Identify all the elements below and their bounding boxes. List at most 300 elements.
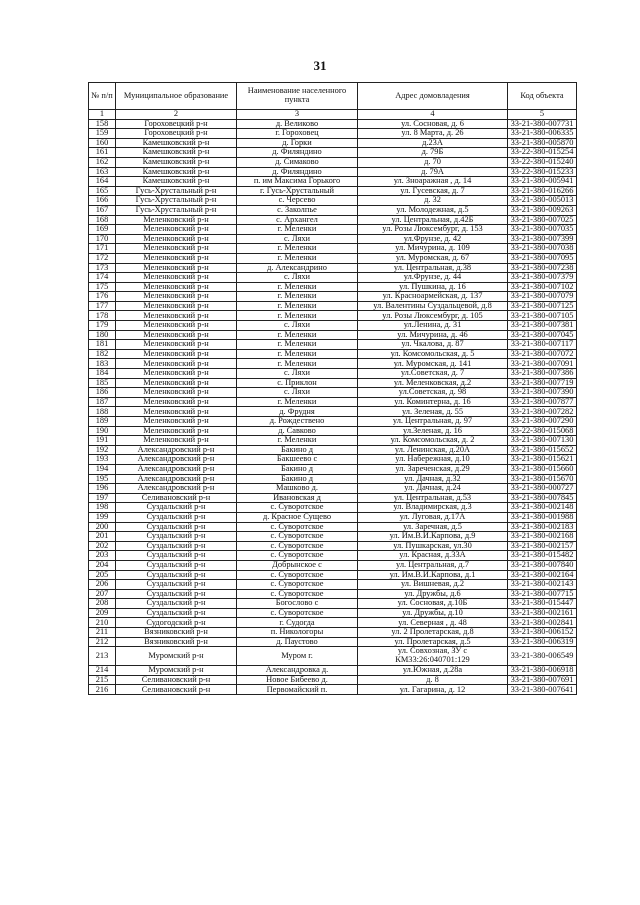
settlement-cell: с. Суворотское [237, 503, 358, 513]
table-row [89, 685, 577, 695]
settlement-cell: с. Ляхи [237, 234, 358, 244]
row-number: 171 [89, 244, 116, 254]
table-row [89, 455, 577, 465]
address-cell: ул.Советская, д. 98 [358, 388, 508, 398]
settlement-cell: д. Фрудня [237, 407, 358, 417]
settlement-cell: с. Архангел [237, 215, 358, 225]
settlement-cell: с. Ляхи [237, 321, 358, 331]
municipality-cell: Меленковский р-н [116, 407, 237, 417]
row-number: 183 [89, 359, 116, 369]
settlement-cell: г. Меленки [237, 359, 358, 369]
row-number: 177 [89, 301, 116, 311]
settlement-cell: Муром г. [237, 647, 358, 666]
header-object-code: Код объекта [508, 83, 577, 110]
municipality-cell: Селивановский р-н [116, 675, 237, 685]
municipality-cell: Судогодский р-н [116, 618, 237, 628]
settlement-cell: д. Великово [237, 119, 358, 129]
municipality-cell: Суздальский р-н [116, 541, 237, 551]
address-cell: ул. Набережная, д.10 [358, 455, 508, 465]
address-cell: ул. Дружбы, д.10 [358, 608, 508, 618]
object-code-cell: 33-21-380-007290 [508, 417, 577, 427]
table-row [89, 330, 577, 340]
address-cell: ул. Коминтерна, д. 16 [358, 397, 508, 407]
table-row [89, 436, 577, 446]
settlement-cell: д. Горки [237, 138, 358, 148]
object-code-cell: 33-21-380-015447 [508, 599, 577, 609]
settlement-cell: с. Суворотское [237, 570, 358, 580]
address-cell: ул. Совхозная, ЗУ с КМ33:26:040701:129 [358, 647, 508, 666]
table-row [89, 369, 577, 379]
row-number: 179 [89, 321, 116, 331]
address-cell: ул. Молодежная, д.5 [358, 205, 508, 215]
municipality-cell: Меленковский р-н [116, 397, 237, 407]
municipality-cell: Вязниковский р-н [116, 637, 237, 647]
object-code-cell: 33-21-380-007386 [508, 369, 577, 379]
row-number: 199 [89, 512, 116, 522]
settlement-cell: г. Меленки [237, 301, 358, 311]
settlement-cell: Бакино д [237, 464, 358, 474]
municipality-cell: Суздальский р-н [116, 551, 237, 561]
table-row [89, 148, 577, 158]
table-row [89, 157, 577, 167]
municipality-cell: Меленковский р-н [116, 321, 237, 331]
row-number: 170 [89, 234, 116, 244]
object-code-cell: 33-21-380-005870 [508, 138, 577, 148]
table-row [89, 637, 577, 647]
object-code-cell: 33-21-380-007381 [508, 321, 577, 331]
row-number: 209 [89, 608, 116, 618]
address-cell: ул. 2 Пролетарская, д.8 [358, 628, 508, 638]
table-row [89, 119, 577, 129]
row-number: 203 [89, 551, 116, 561]
row-number: 165 [89, 186, 116, 196]
municipality-cell: Меленковский р-н [116, 436, 237, 446]
table-row [89, 618, 577, 628]
row-number: 187 [89, 397, 116, 407]
municipality-cell: Меленковский р-н [116, 369, 237, 379]
table-row [89, 407, 577, 417]
header-settlement: Наименование населенного пункта [237, 83, 358, 110]
row-number: 190 [89, 426, 116, 436]
settlement-cell: д. Рождествено [237, 417, 358, 427]
table-row [89, 503, 577, 513]
row-number: 174 [89, 273, 116, 283]
object-code-cell: 33-21-380-007877 [508, 397, 577, 407]
table-row [89, 311, 577, 321]
table-row [89, 282, 577, 292]
table-row [89, 484, 577, 494]
row-number: 193 [89, 455, 116, 465]
table-row [89, 570, 577, 580]
object-code-cell: 33-21-380-007079 [508, 292, 577, 302]
row-number: 191 [89, 436, 116, 446]
object-code-cell: 33-21-380-006918 [508, 666, 577, 676]
row-number: 178 [89, 311, 116, 321]
address-cell: ул. Центральная, д. 97 [358, 417, 508, 427]
row-number: 172 [89, 253, 116, 263]
settlement-cell: Александровка д. [237, 666, 358, 676]
settlement-cell: д. Симаково [237, 157, 358, 167]
municipality-cell: Меленковский р-н [116, 292, 237, 302]
address-cell: ул.Фрунзе, д. 42 [358, 234, 508, 244]
row-number: 201 [89, 532, 116, 542]
settlement-cell: г. Меленки [237, 282, 358, 292]
object-code-cell: 33-21-380-007845 [508, 493, 577, 503]
municipality-cell: Меленковский р-н [116, 273, 237, 283]
municipality-cell: Меленковский р-н [116, 388, 237, 398]
object-code-cell: 33-22-380-015240 [508, 157, 577, 167]
table-row [89, 215, 577, 225]
address-cell: ул. Заречная, д.5 [358, 522, 508, 532]
object-code-cell: 33-21-380-007095 [508, 253, 577, 263]
row-number: 194 [89, 464, 116, 474]
row-number: 207 [89, 589, 116, 599]
municipality-cell: Меленковский р-н [116, 359, 237, 369]
address-cell: д. 79А [358, 167, 508, 177]
row-number: 195 [89, 474, 116, 484]
municipality-cell: Муромский р-н [116, 647, 237, 666]
settlement-cell: г. Гороховец [237, 129, 358, 139]
address-cell: ул. Сосновая, д.10Б [358, 599, 508, 609]
object-code-cell: 33-21-380-007025 [508, 215, 577, 225]
address-cell: ул. Гагарина, д. 12 [358, 685, 508, 695]
address-cell: ул. Центральная, д.53 [358, 493, 508, 503]
municipality-cell: Меленковский р-н [116, 426, 237, 436]
municipality-cell: Суздальский р-н [116, 512, 237, 522]
object-code-cell: 33-21-380-000727 [508, 484, 577, 494]
municipality-cell: Камешковский р-н [116, 157, 237, 167]
row-number: 200 [89, 522, 116, 532]
table-row [89, 445, 577, 455]
table-row [89, 321, 577, 331]
table-row [89, 244, 577, 254]
table-row [89, 532, 577, 542]
address-cell: ул.Южная, д.28а [358, 666, 508, 676]
municipality-cell: Меленковский р-н [116, 253, 237, 263]
address-cell: ул.Фрунзе, д. 44 [358, 273, 508, 283]
object-code-cell: 33-21-380-007731 [508, 119, 577, 129]
object-code-cell: 33-21-380-007117 [508, 340, 577, 350]
address-cell: ул. Комсомольская, д. 2 [358, 436, 508, 446]
settlement-cell: с. Суворотское [237, 532, 358, 542]
object-code-cell: 33-21-380-007641 [508, 685, 577, 695]
object-code-cell: 33-21-380-001988 [508, 512, 577, 522]
settlement-cell: Добрынское с [237, 560, 358, 570]
table-row [89, 426, 577, 436]
address-cell: ул. Луговая, д.17А [358, 512, 508, 522]
table-row [89, 205, 577, 215]
table-row [89, 388, 577, 398]
settlement-cell: д. Филяндино [237, 167, 358, 177]
table-row [89, 234, 577, 244]
object-code-cell: 33-21-380-002164 [508, 570, 577, 580]
row-number: 188 [89, 407, 116, 417]
object-code-cell: 33-21-380-007282 [508, 407, 577, 417]
table-row [89, 608, 577, 618]
address-cell: ул. Сосновая, д. 6 [358, 119, 508, 129]
municipality-cell: Александровский р-н [116, 474, 237, 484]
object-code-cell: 33-21-380-016266 [508, 186, 577, 196]
settlement-cell: Богослово с [237, 599, 358, 609]
municipality-cell: Александровский р-н [116, 464, 237, 474]
object-code-cell: 33-21-380-007840 [508, 560, 577, 570]
settlement-cell: г. Судогда [237, 618, 358, 628]
address-cell: д.23А [358, 138, 508, 148]
table-row [89, 647, 577, 666]
row-number: 205 [89, 570, 116, 580]
table-row [89, 263, 577, 273]
table-row [89, 580, 577, 590]
table-row [89, 138, 577, 148]
table-row [89, 167, 577, 177]
object-code-cell: 33-21-380-009263 [508, 205, 577, 215]
settlement-cell: с. Суворотское [237, 589, 358, 599]
settlement-cell: с. Суворотское [237, 551, 358, 561]
object-code-cell: 33-21-380-007045 [508, 330, 577, 340]
municipality-cell: Меленковский р-н [116, 244, 237, 254]
address-cell: ул. Зноаражная , д. 14 [358, 177, 508, 187]
municipality-cell: Меленковский р-н [116, 417, 237, 427]
municipality-cell: Камешковский р-н [116, 148, 237, 158]
settlement-cell: Бакино д [237, 474, 358, 484]
table-row [89, 474, 577, 484]
municipality-cell: Камешковский р-н [116, 167, 237, 177]
settlement-cell: с. Суворотское [237, 522, 358, 532]
row-number: 204 [89, 560, 116, 570]
table-row [89, 186, 577, 196]
settlement-cell: г. Гусь-Хрустальный [237, 186, 358, 196]
object-code-cell: 33-21-380-006549 [508, 647, 577, 666]
row-number: 213 [89, 647, 116, 666]
address-cell: ул. Им.В.И.Карпова, д.1 [358, 570, 508, 580]
municipality-cell: Александровский р-н [116, 445, 237, 455]
municipality-cell: Меленковский р-н [116, 282, 237, 292]
settlement-cell: г. Меленки [237, 340, 358, 350]
address-cell: ул. Красная, д.33А [358, 551, 508, 561]
municipality-cell: Суздальский р-н [116, 560, 237, 570]
table-row [89, 340, 577, 350]
object-code-cell: 33-21-380-006335 [508, 129, 577, 139]
address-cell: ул. Дачная, д.32 [358, 474, 508, 484]
page-number: 31 [313, 58, 327, 73]
row-number: 198 [89, 503, 116, 513]
row-number: 162 [89, 157, 116, 167]
municipality-cell: Вязниковский р-н [116, 628, 237, 638]
table-row [89, 196, 577, 206]
address-cell: ул. Центральная, д.7 [358, 560, 508, 570]
row-number: 216 [89, 685, 116, 695]
address-cell: ул. Комсомольская, д. 5 [358, 349, 508, 359]
table-row [89, 493, 577, 503]
municipality-cell: Меленковский р-н [116, 340, 237, 350]
settlement-cell: г. Меленки [237, 397, 358, 407]
settlement-cell: с. Суворотское [237, 608, 358, 618]
object-code-cell: 33-21-380-007130 [508, 436, 577, 446]
table-row [89, 666, 577, 676]
settlement-cell: Машково д. [237, 484, 358, 494]
row-number: 211 [89, 628, 116, 638]
row-number: 168 [89, 215, 116, 225]
settlement-cell: г. Меленки [237, 311, 358, 321]
settlement-cell: г. Меленки [237, 253, 358, 263]
object-code-cell: 33-21-380-002841 [508, 618, 577, 628]
address-cell: ул. Зеленая, д. 55 [358, 407, 508, 417]
address-cell: д. 32 [358, 196, 508, 206]
address-cell: ул. Мичурина, д. 46 [358, 330, 508, 340]
address-cell: ул. Гусевская, д. 7 [358, 186, 508, 196]
settlement-cell: д. Филяндино [237, 148, 358, 158]
municipality-cell: Камешковский р-н [116, 138, 237, 148]
object-code-cell: 33-21-380-007691 [508, 675, 577, 685]
object-code-cell: 33-21-380-006152 [508, 628, 577, 638]
object-code-cell: 33-21-380-002143 [508, 580, 577, 590]
settlement-cell: г. Меленки [237, 436, 358, 446]
settlement-cell: д. Александрино [237, 263, 358, 273]
address-cell: ул. Пролетарская, д.5 [358, 637, 508, 647]
municipality-cell: Гороховецкий р-н [116, 129, 237, 139]
row-number: 176 [89, 292, 116, 302]
settlement-cell: Ивановская д [237, 493, 358, 503]
table-row [89, 129, 577, 139]
object-code-cell: 33-21-380-007719 [508, 378, 577, 388]
table-row [89, 378, 577, 388]
object-code-cell: 33-21-380-015482 [508, 551, 577, 561]
table-row [89, 522, 577, 532]
row-number: 208 [89, 599, 116, 609]
settlement-cell: г. Меленки [237, 225, 358, 235]
row-number: 196 [89, 484, 116, 494]
settlement-cell: г. Меленки [237, 349, 358, 359]
object-code-cell: 33-21-380-007379 [508, 273, 577, 283]
table-row [89, 560, 577, 570]
row-number: 164 [89, 177, 116, 187]
table-row [89, 349, 577, 359]
row-number: 158 [89, 119, 116, 129]
row-number: 215 [89, 675, 116, 685]
table-row [89, 359, 577, 369]
address-cell: д. 79Б [358, 148, 508, 158]
address-cell: ул. Пушкарская, ул.30 [358, 541, 508, 551]
table-row [89, 512, 577, 522]
settlement-cell: д. Красное Сущево [237, 512, 358, 522]
address-cell: ул. Чкалова, д. 87 [358, 340, 508, 350]
row-number: 163 [89, 167, 116, 177]
object-code-cell: 33-21-380-007038 [508, 244, 577, 254]
address-cell: ул. Центральная, д.38 [358, 263, 508, 273]
object-code-cell: 33-21-380-005941 [508, 177, 577, 187]
municipality-cell: Суздальский р-н [116, 570, 237, 580]
table-row [89, 273, 577, 283]
municipality-cell: Меленковский р-н [116, 263, 237, 273]
column-number: 3 [237, 110, 358, 120]
municipality-cell: Муромский р-н [116, 666, 237, 676]
municipality-cell: Суздальский р-н [116, 522, 237, 532]
object-code-cell: 33-21-380-002168 [508, 532, 577, 542]
settlement-cell: г. Меленки [237, 244, 358, 254]
object-code-cell: 33-21-380-007125 [508, 301, 577, 311]
row-number: 169 [89, 225, 116, 235]
address-cell: ул. Северная , д. 48 [358, 618, 508, 628]
object-code-cell: 33-21-380-015652 [508, 445, 577, 455]
object-code-cell: 33-21-380-002161 [508, 608, 577, 618]
row-number: 192 [89, 445, 116, 455]
settlement-cell: Бакино д [237, 445, 358, 455]
address-cell: ул. Центральная, д.42Б [358, 215, 508, 225]
table-row [89, 628, 577, 638]
row-number: 180 [89, 330, 116, 340]
row-number: 175 [89, 282, 116, 292]
column-number: 1 [89, 110, 116, 120]
column-number-row [89, 110, 577, 120]
municipality-cell: Гусь-Хрустальный р-н [116, 205, 237, 215]
header-number: № п/п [89, 83, 116, 110]
municipality-cell: Меленковский р-н [116, 215, 237, 225]
address-cell: ул. Дачная, д.24 [358, 484, 508, 494]
settlement-cell: с. Суворотское [237, 580, 358, 590]
municipality-cell: Меленковский р-н [116, 301, 237, 311]
municipality-cell: Меленковский р-н [116, 330, 237, 340]
table-row [89, 225, 577, 235]
table-row [89, 301, 577, 311]
registry-table [88, 82, 577, 695]
address-cell: ул. Владимирская, д.3 [358, 503, 508, 513]
table-row [89, 675, 577, 685]
object-code-cell: 33-21-380-007091 [508, 359, 577, 369]
table-body [89, 119, 577, 694]
object-code-cell: 33-22-380-015254 [508, 148, 577, 158]
municipality-cell: Суздальский р-н [116, 599, 237, 609]
row-number: 185 [89, 378, 116, 388]
settlement-cell: с. Черсево [237, 196, 358, 206]
settlement-cell: г. Меленки [237, 292, 358, 302]
column-number: 2 [116, 110, 237, 120]
table-row [89, 292, 577, 302]
municipality-cell: Камешковский р-н [116, 177, 237, 187]
municipality-cell: Александровский р-н [116, 484, 237, 494]
column-number: 5 [508, 110, 577, 120]
object-code-cell: 33-21-380-002183 [508, 522, 577, 532]
settlement-cell: Новое Бибеево д. [237, 675, 358, 685]
row-number: 181 [89, 340, 116, 350]
row-number: 202 [89, 541, 116, 551]
address-cell: д. 70 [358, 157, 508, 167]
row-number: 186 [89, 388, 116, 398]
settlement-cell: Бакшеево с [237, 455, 358, 465]
municipality-cell: Селивановский р-н [116, 685, 237, 695]
object-code-cell: 33-21-380-007105 [508, 311, 577, 321]
address-cell: ул. Меленковская, д.2 [358, 378, 508, 388]
settlement-cell: с. Ляхи [237, 388, 358, 398]
address-cell: ул. Дружбы, д.6 [358, 589, 508, 599]
municipality-cell: Меленковский р-н [116, 234, 237, 244]
object-code-cell: 33-21-380-007715 [508, 589, 577, 599]
row-number: 166 [89, 196, 116, 206]
table-row [89, 177, 577, 187]
header-municipality: Муниципальное образование [116, 83, 237, 110]
address-cell: ул. Им.В.И.Карпова, д.9 [358, 532, 508, 542]
table-row [89, 551, 577, 561]
address-cell: ул. 8 Марта, д. 26 [358, 129, 508, 139]
row-number: 160 [89, 138, 116, 148]
row-number: 214 [89, 666, 116, 676]
object-code-cell: 33-21-380-007102 [508, 282, 577, 292]
object-code-cell: 33-21-380-007238 [508, 263, 577, 273]
table-row [89, 397, 577, 407]
object-code-cell: 33-21-380-002157 [508, 541, 577, 551]
municipality-cell: Меленковский р-н [116, 311, 237, 321]
address-cell: д. 8 [358, 675, 508, 685]
object-code-cell: 33-21-380-006319 [508, 637, 577, 647]
